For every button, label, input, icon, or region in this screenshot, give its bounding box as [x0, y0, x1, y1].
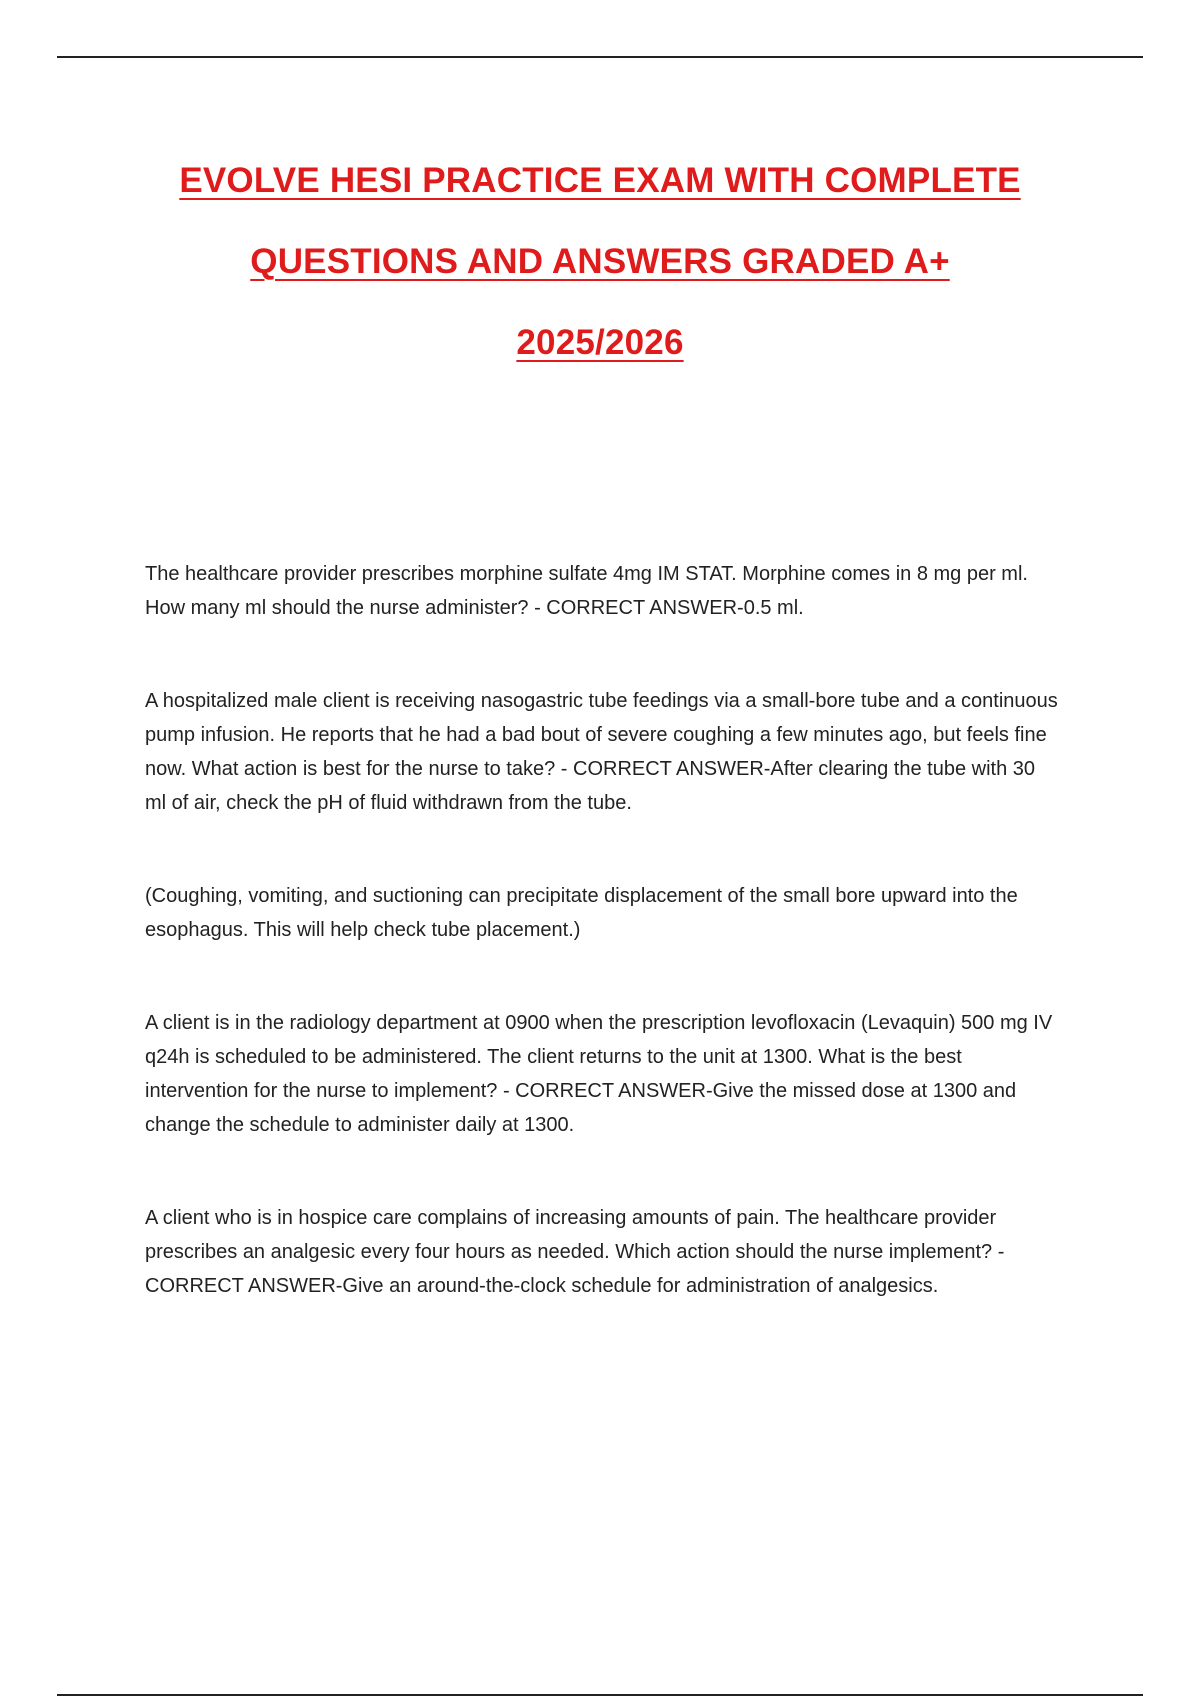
title-line-1: EVOLVE HESI PRACTICE EXAM WITH COMPLETE — [179, 161, 1021, 200]
document-title — [100, 140, 1100, 383]
qa-item-hospice: A client who is in hospice care complains of increasing amounts of pain. The healthcare provider prescribes an analgesic every four hours as needed. Which action should the nurse implement? - CORRECT ANSWER-Give an around-the-clock schedule for administration of analgesics. — [145, 1207, 1005, 1297]
document-body — [145, 557, 1060, 1362]
title-line-2: QUESTIONS AND ANSWERS GRADED A+ — [250, 242, 950, 281]
qa-item-rationale: (Coughing, vomiting, and suctioning can precipitate displacement of the small bore upward into the esophagus. This will help check tube placement.) — [145, 885, 1018, 941]
title-line-3: 2025/2026 — [516, 323, 684, 362]
qa-item-morphine: The healthcare provider prescribes morphine sulfate 4mg IM STAT. Morphine comes in 8 mg per ml. How many ml should the nurse administer? - CORRECT ANSWER-0.5 ml. — [145, 563, 1028, 619]
header-rule — [57, 56, 1143, 58]
footer-rule — [57, 1694, 1143, 1696]
qa-item-nasogastric: A hospitalized male client is receiving nasogastric tube feedings via a small-bore tube and a continuous pump infusion. He reports that he had a bad bout of severe coughing a few minutes ago, but feels fine now. What action is best for the nurse to take? - CORRECT ANSWER-After clearing the tube with 30 ml of air, check the pH of fluid withdrawn from the tube. — [145, 690, 1058, 814]
qa-item-levofloxacin: A client is in the radiology department at 0900 when the prescription levofloxacin (Levaquin) 500 mg IV q24h is scheduled to be administered. The client returns to the unit at 1300. What is the best intervention for the nurse to implement? - CORRECT ANSWER-Give the missed dose at 1300 and change the schedule to administer daily at 1300. — [145, 1012, 1053, 1136]
